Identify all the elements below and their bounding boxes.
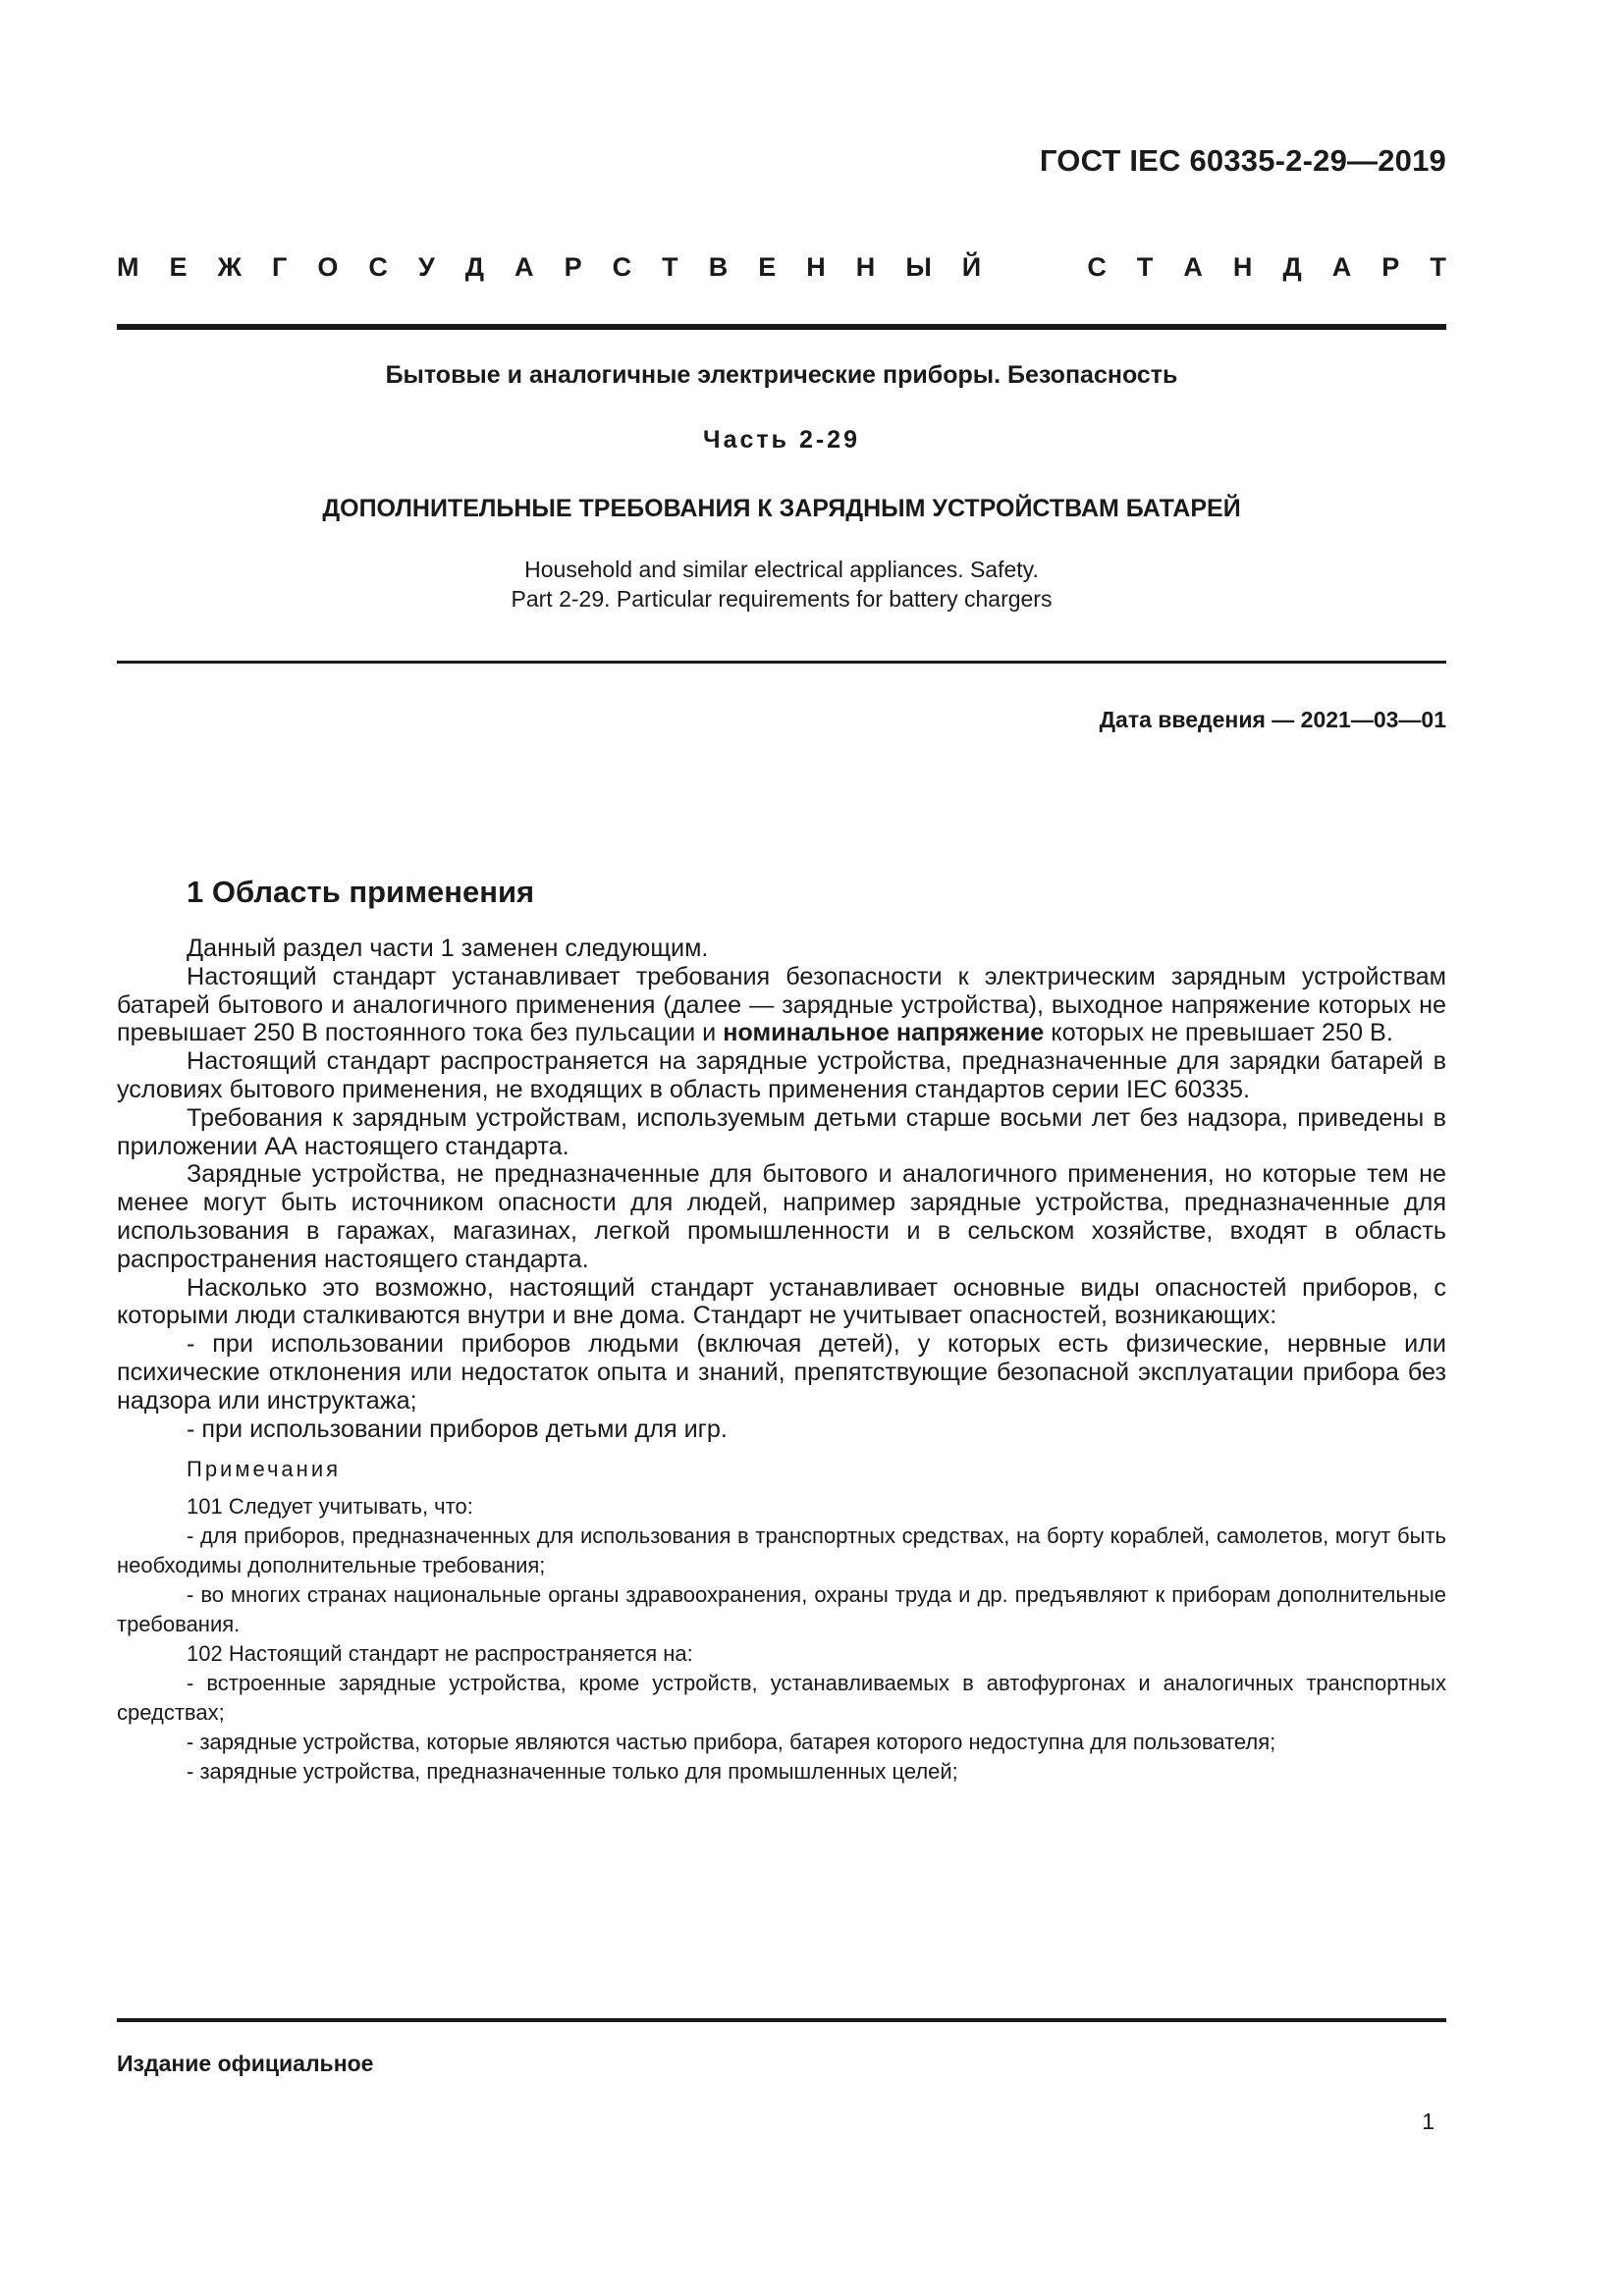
note-item: 101 Следует учитывать, что: xyxy=(187,1494,473,1520)
paragraph: Данный раздел части 1 заменен следующим. xyxy=(187,934,709,962)
banner-letter: Н xyxy=(1232,252,1253,282)
list-item: - при использовании приборов людьми (включая детей), у которых есть физические, нервные или психические отклонения или недостаток опыта и знаний, препятствующие безопасной эксплуатации прибора без надзора или инструктажа; xyxy=(117,1330,1446,1415)
standard-number: ГОСТ IEC 60335-2-29—2019 xyxy=(1039,143,1446,178)
part-label: Часть 2-29 xyxy=(703,426,860,454)
bold-term: номинальное напряжение xyxy=(723,1019,1045,1047)
note-list-item: - зарядные устройства, предназначенные только для промышленных целей; xyxy=(187,1759,958,1785)
banner-letter: Т xyxy=(1430,252,1446,282)
banner-letter: Е xyxy=(758,252,777,282)
note-item: 102 Настоящий стандарт не распространяется на: xyxy=(187,1641,693,1667)
page-number: 1 xyxy=(1422,2109,1435,2134)
note-list-item: - зарядные устройства, которые являются частью прибора, батарея которого недоступна для пользователя; xyxy=(187,1730,1276,1755)
paragraph-text: Настоящий стандарт устанавливает требования безопасности к электрическим зарядным устройствам батарей бытового и аналогичного применения (далее — зарядные устройства), выходное напряжение которых не превышает 250 В постоянного тока без пульсации и xyxy=(117,962,1446,1047)
banner-letter: А xyxy=(514,252,534,282)
banner-letter: М xyxy=(117,252,139,282)
banner-letter: Г xyxy=(272,252,288,282)
header-divider xyxy=(117,324,1446,330)
banner-letter: Т xyxy=(662,252,678,282)
banner-letter: С xyxy=(1087,252,1107,282)
banner-letter: Ж xyxy=(217,252,242,282)
note-list-item: - для приборов, предназначенных для использования в транспортных средствах, на борту кораблей, самолетов, могут быть необходимы дополнительные требования; xyxy=(117,1523,1446,1578)
banner-letter: Н xyxy=(806,252,826,282)
banner-letter: У xyxy=(417,252,435,282)
paragraph xyxy=(117,963,1446,1047)
section-heading: 1 Область применения xyxy=(187,875,535,909)
footer-divider xyxy=(117,2018,1446,2022)
banner-letter: В xyxy=(708,252,729,282)
official-edition-label: Издание официальное xyxy=(117,2051,374,2076)
paragraph: Настоящий стандарт распространяется на зарядные устройства, предназначенные для зарядки батарей в условиях бытового применения, не входящих в область применения стандартов серии IEC 60335. xyxy=(117,1047,1446,1103)
section-body xyxy=(117,934,1446,1787)
paragraph: Насколько это возможно, настоящий стандарт устанавливает основные виды опасностей приборов, с которыми люди сталкиваются внутри и вне дома. Стандарт не учитывает опасностей, возникающих: xyxy=(117,1273,1446,1330)
banner-letter: Ы xyxy=(905,252,932,282)
notes-block xyxy=(117,1455,1446,1787)
banner-letter: О xyxy=(317,252,339,282)
title-divider xyxy=(117,661,1446,664)
introduction-date: Дата введения — 2021—03—01 xyxy=(1099,707,1446,732)
banner-letter: С xyxy=(368,252,388,282)
banner-letter: Е xyxy=(169,252,188,282)
english-title-line-1: Household and similar electrical appliances. Safety. xyxy=(524,557,1039,582)
banner-letter: Д xyxy=(1282,252,1302,282)
english-title-line-2: Part 2-29. Particular requirements for battery chargers xyxy=(511,586,1053,612)
interstate-standard-banner xyxy=(117,252,1446,283)
part-title: ДОПОЛНИТЕЛЬНЫЕ ТРЕБОВАНИЯ К ЗАРЯДНЫМ УСТРОЙСТВАМ БАТАРЕЙ xyxy=(322,495,1241,522)
notes-label: Примечания xyxy=(187,1457,342,1482)
banner-letter: А xyxy=(1183,252,1203,282)
banner-letter: С xyxy=(612,252,632,282)
banner-letter: А xyxy=(1331,252,1352,282)
standard-title: Бытовые и аналогичные электрические приборы. Безопасность xyxy=(385,361,1178,389)
banner-letter: Р xyxy=(1381,252,1400,282)
note-list-item: - во многих странах национальные органы здравоохранения, охраны труда и др. предъявляют к приборам дополнительные требования. xyxy=(117,1582,1446,1637)
banner-letter: Р xyxy=(564,252,582,282)
paragraph: Требования к зарядным устройствам, используемым детьми старше восьми лет без надзора, приведены в приложении АА настоящего стандарта. xyxy=(117,1103,1446,1160)
note-list-item: - встроенные зарядные устройства, кроме устройств, устанавливаемых в автофургонах и аналогичных транспортных средствах; xyxy=(117,1671,1446,1726)
banner-letter xyxy=(1050,252,1057,283)
banner-letter: Д xyxy=(464,252,485,282)
paragraph-text: которых не превышает 250 В. xyxy=(1044,1019,1393,1047)
paragraph: Зарядные устройства, не предназначенные для бытового и аналогичного применения, но которые тем не менее могут быть источником опасности для людей, например зарядные устройства, предназначенные для использования в гаражах, магазинах, легкой промышленности и в сельском хозяйстве, входят в область распространения настоящего стандарта. xyxy=(117,1160,1446,1273)
list-item: - при использовании приборов детьми для игр. xyxy=(187,1415,728,1443)
banner-letter: Н xyxy=(855,252,876,282)
banner-letter: Т xyxy=(1136,252,1154,282)
banner-letter: Й xyxy=(961,252,982,282)
banner-letter xyxy=(1011,252,1019,283)
